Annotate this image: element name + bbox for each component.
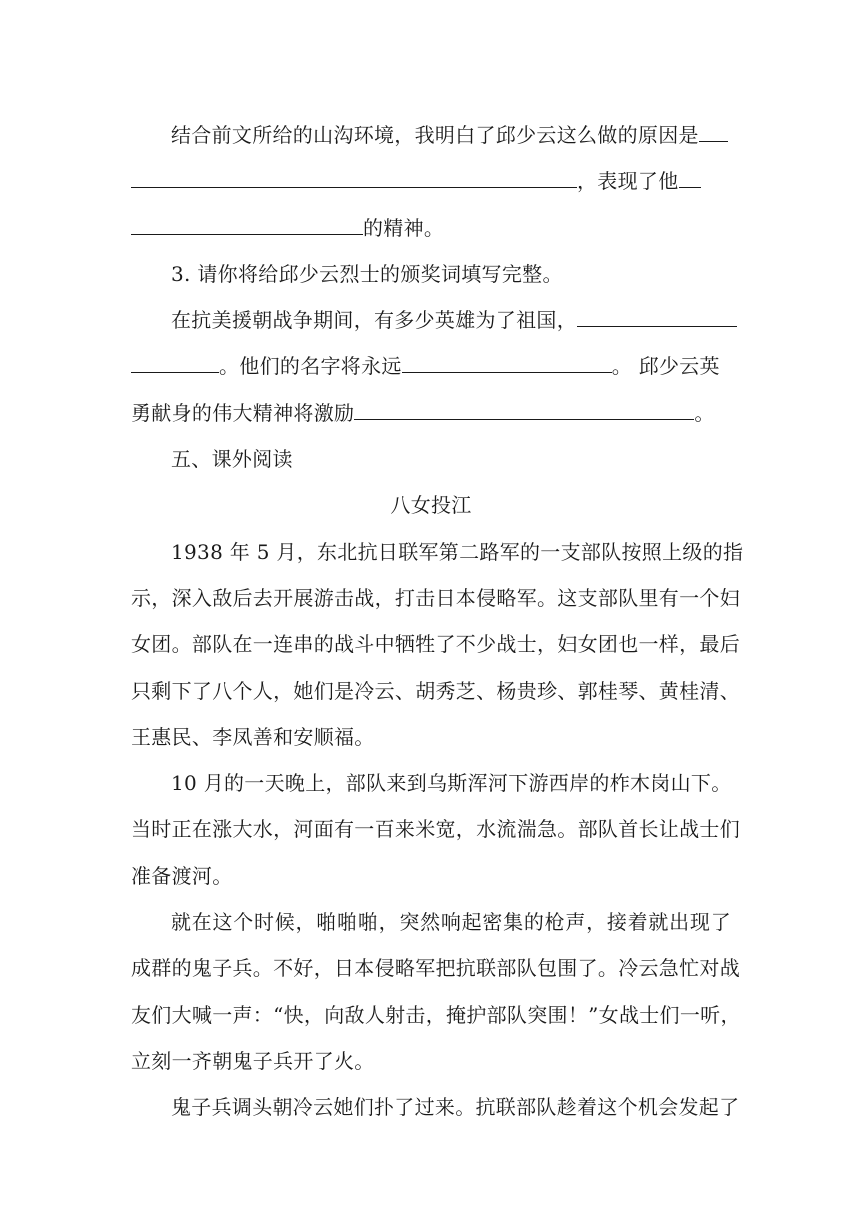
paragraph-4-line-1: 鬼子兵调头朝冷云她们扑了过来。抗联部队趁着这个机会发起了 xyxy=(171,1095,740,1120)
fill-blank[interactable] xyxy=(131,354,219,373)
question-2-answer-line-3 xyxy=(131,205,731,251)
paragraph-1-line-1: 1938 年 5 月，东北抗日联军第二路军的一支部队按照上级的指 xyxy=(171,539,744,564)
paragraph-3-line-2: 成群的鬼子兵。不好，日本侵略军把抗联部队包围了。冷云急忙对战 xyxy=(131,956,740,981)
question-text: 3. 请你将给邱少云烈士的颁奖词填写完整。 xyxy=(171,261,563,286)
fill-blank[interactable] xyxy=(131,169,577,188)
article-title-text: 八女投江 xyxy=(390,493,472,518)
paragraph-1-line-4: 只剩下了八个人，她们是冷云、胡秀芝、杨贵珍、郭桂琴、黄桂清、 xyxy=(131,678,740,703)
paragraph-2-line-3: 准备渡河。 xyxy=(131,863,233,888)
question-2-answer-line-2 xyxy=(131,158,731,204)
paragraph-text: 勇献身的伟大精神将激励 xyxy=(131,400,355,425)
paragraph-text: 。 xyxy=(694,400,715,425)
paragraph-text: 。他们的名字将永远 xyxy=(219,354,402,379)
section-5-heading xyxy=(131,436,731,482)
fill-blank[interactable] xyxy=(354,401,694,420)
paragraph-1-line-5: 王惠民、李凤善和安顺福。 xyxy=(131,724,375,749)
document-page xyxy=(131,112,744,1131)
paragraph-3-line-4: 立刻一齐朝鬼子兵开了火。 xyxy=(131,1048,375,1073)
article-title xyxy=(131,482,731,528)
paragraph-text: ，表现了他 xyxy=(577,169,679,194)
paragraph-text: 的精神。 xyxy=(363,215,445,240)
question-3-line-3 xyxy=(131,390,731,436)
question-3-heading xyxy=(131,251,731,297)
fill-blank[interactable] xyxy=(699,123,728,142)
paragraph-1-line-2: 示，深入敌后去开展游击战，打击日本侵略军。这支部队里有一个妇 xyxy=(131,585,740,610)
paragraph-2-line-2: 当时正在涨大水，河面有一百来米宽，水流湍急。部队首长让战士们 xyxy=(131,817,740,842)
paragraph-text: 结合前文所给的山沟环境，我明白了邱少云这么做的原因是 xyxy=(171,123,699,147)
section-heading: 五、课外阅读 xyxy=(171,447,293,472)
paragraph-text: 在抗美援朝战争期间，有多少英雄为了祖国， xyxy=(171,308,577,333)
fill-blank[interactable] xyxy=(402,354,612,373)
paragraph-text: 。 邱少云英 xyxy=(611,354,720,379)
fill-blank[interactable] xyxy=(131,216,363,235)
paragraph-3-line-3: 友们大喊一声：“快，向敌人射击，掩护部队突围！”女战士们一听， xyxy=(131,1002,741,1027)
paragraph-3-line-1: 就在这个时候，啪啪啪，突然响起密集的枪声，接着就出现了 xyxy=(171,910,731,935)
question-3-line-1 xyxy=(131,297,731,343)
fill-blank[interactable] xyxy=(577,308,737,327)
paragraph-2-line-1: 10 月的一天晚上，部队来到乌斯浑河下游西岸的柞木岗山下。 xyxy=(171,771,732,796)
fill-blank[interactable] xyxy=(679,169,701,188)
paragraph-1-line-3: 女团。部队在一连串的战斗中牺牲了不少战士，妇女团也一样，最后 xyxy=(131,632,740,657)
question-3-line-2 xyxy=(131,343,731,389)
question-2-answer-line-1 xyxy=(131,112,731,158)
